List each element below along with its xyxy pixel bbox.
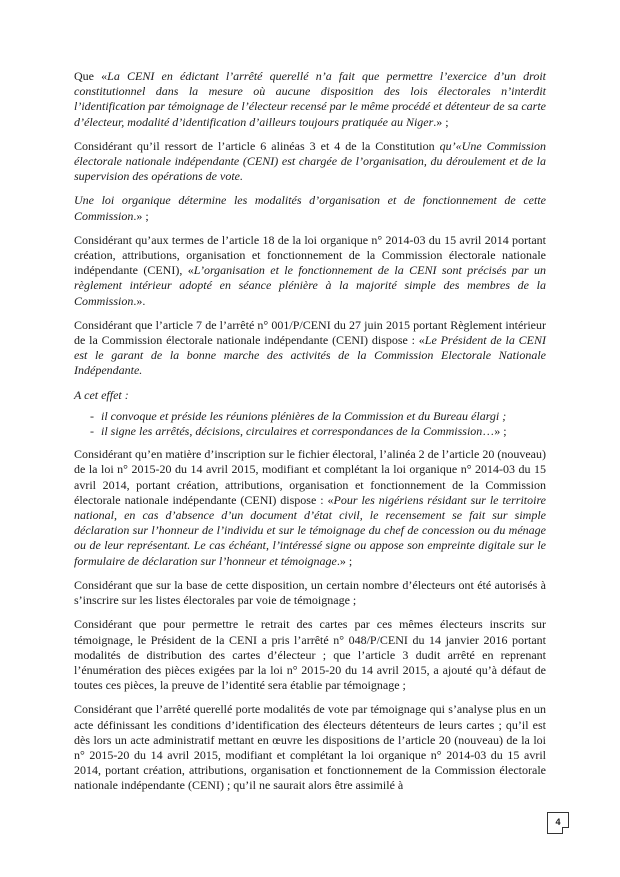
italic-quote-run: La CENI en édictant l’arrêté querellé n’a fait que permettre l’exercice d’un droit constitutionnel dans la mesure où aucune disposition des lois électorales n’interdit l’identification par témoignage de l’électeur recensé par le même procédé et détenteur de sa carte d’électeur, modalité d’identification d’ailleurs toujours pratiquée au Niger <box>74 69 547 129</box>
text-run: Que « <box>74 69 108 83</box>
list-dash: - <box>90 424 94 439</box>
page-number: 4 <box>555 817 561 827</box>
text-run: .» ; <box>133 208 149 223</box>
article-list <box>74 409 546 439</box>
italic-quote-run: il convoque et préside les réunions plénières de la Commission et du Bureau élargi ; <box>101 408 507 423</box>
italic-quote-run: qu’«Une Commission électorale nationale indépendante (CENI) est chargée de l’organisation, du déroulement et de la supervision des opérations de vote. <box>74 138 546 184</box>
text-run: Considérant qu’il ressort de l’article 6 alinéas 3 et 4 de la Constitution <box>74 138 440 153</box>
paragraph <box>74 447 546 569</box>
paragraph <box>74 193 546 223</box>
text-run: Considérant que pour permettre le retrait des cartes par ces mêmes électeurs inscrits sur témoignage, le Président de la CENI a pris l’arrêté n° 048/P/CENI du 14 janvier 2016 portant modalités de distribution des cartes d’électeur ; que l’article 3 dudit arrêté en reprenant l’énumération des pièces exigées par la loi n° 2015-20 du 14 avril 2015, a ajouté qu’à défaut de toutes ces pièces, la preuve de l’identité sera établie par témoignage ; <box>74 617 546 693</box>
italic-quote-run: Le Président de la CENI est le garant de la bonne marche des activités de la Commission Electorale Nationale Indépendante. <box>74 333 546 378</box>
text-run: …» ; <box>482 424 507 439</box>
list-item <box>74 424 546 439</box>
text-run: Considérant que l’arrêté querellé porte modalités de vote par témoignage qui s’analyse plus en un acte définissant les conditions d’identification des électeurs détenteurs de leurs cartes ; qu’il est dès lors un acte administratif mettant en œuvre les dispositions de l’article 20 (nouveau) de la loi n° 2015-20 du 14 avril 2015, modifiant et complétant la loi organique n° 2014-03 du 15 avril 2014, portant création, attributions, organisation et fonctionnement de la Commission électorale nationale indépendante (CENI) ; qu’il ne saurait alors être assimilé à <box>74 702 546 793</box>
italic-quote-run: Une loi organique détermine les modalités d’organisation et de fonctionnement de cette Commission <box>74 193 546 223</box>
text-run: .» ; <box>433 114 449 129</box>
paragraph <box>74 233 546 309</box>
page-corner-fold-icon <box>562 827 569 834</box>
text-run: Considérant qu’aux termes de l’article 18 de la loi organique n° 2014-03 du 15 avril 2014 portant création, attributions, organisation et fonctionnement de la Commission électorale nationale indépendante (CENI), « <box>74 232 546 278</box>
text-run: Considérant qu’en matière d’inscription sur le fichier électoral, l’alinéa 2 de l’article 20 (nouveau) de la loi n° 2015-20 du 14 avril 2015, modifiant et complétant la loi organique n° 2014-03 du 15 avril 2014, portant création, attributions, organisation et fonctionnement de la Commission électorale nationale indépendante (CENI) dispose : « <box>74 447 546 507</box>
text-block-intro <box>74 69 546 403</box>
text-run: .». <box>133 293 146 308</box>
paragraph <box>74 617 546 693</box>
text-run: .» ; <box>336 553 353 568</box>
paragraph <box>74 139 546 185</box>
document-page <box>74 69 546 803</box>
italic-quote-run: A cet effet : <box>74 387 129 402</box>
paragraph <box>74 578 546 608</box>
list-dash: - <box>90 408 94 423</box>
page-number-box <box>547 812 569 834</box>
italic-quote-run: Pour les nigériens résidant sur le territoire national, en cas d’absence d’un document d’état civil, le recensement se fait sur simple déclaration sur l’honneur de l’individu et sur le témoignage du chef de concession ou du ménage ou de leur représentant. Le cas échéant, l’intéressé signe ou appose son empreinte digitale sur le formulaire de déclaration sur l’honneur et témoignage <box>74 492 546 568</box>
italic-quote-run: L’organisation et le fonctionnement de la CENI sont précisés par un règlement intérieur adopté en séance plénière à la majorité simple des membres de la Commission <box>74 263 546 308</box>
paragraph <box>74 702 546 793</box>
paragraph <box>74 318 546 379</box>
italic-quote-run: il signe les arrêtés, décisions, circulaires et correspondances de la Commission <box>101 424 483 439</box>
paragraph <box>74 69 546 130</box>
text-run: Considérant que sur la base de cette disposition, un certain nombre d’électeurs ont été autorisés à s’inscrire sur les listes électorales par voie de témoignage ; <box>74 577 546 608</box>
paragraph <box>74 388 546 403</box>
list-item <box>74 409 546 424</box>
text-block-main <box>74 447 546 793</box>
text-run: Considérant que l’article 7 de l’arrêté n° 001/P/CENI du 27 juin 2015 portant Règlement intérieur de la Commission électorale nationale indépendante (CENI) dispose : « <box>74 317 546 348</box>
